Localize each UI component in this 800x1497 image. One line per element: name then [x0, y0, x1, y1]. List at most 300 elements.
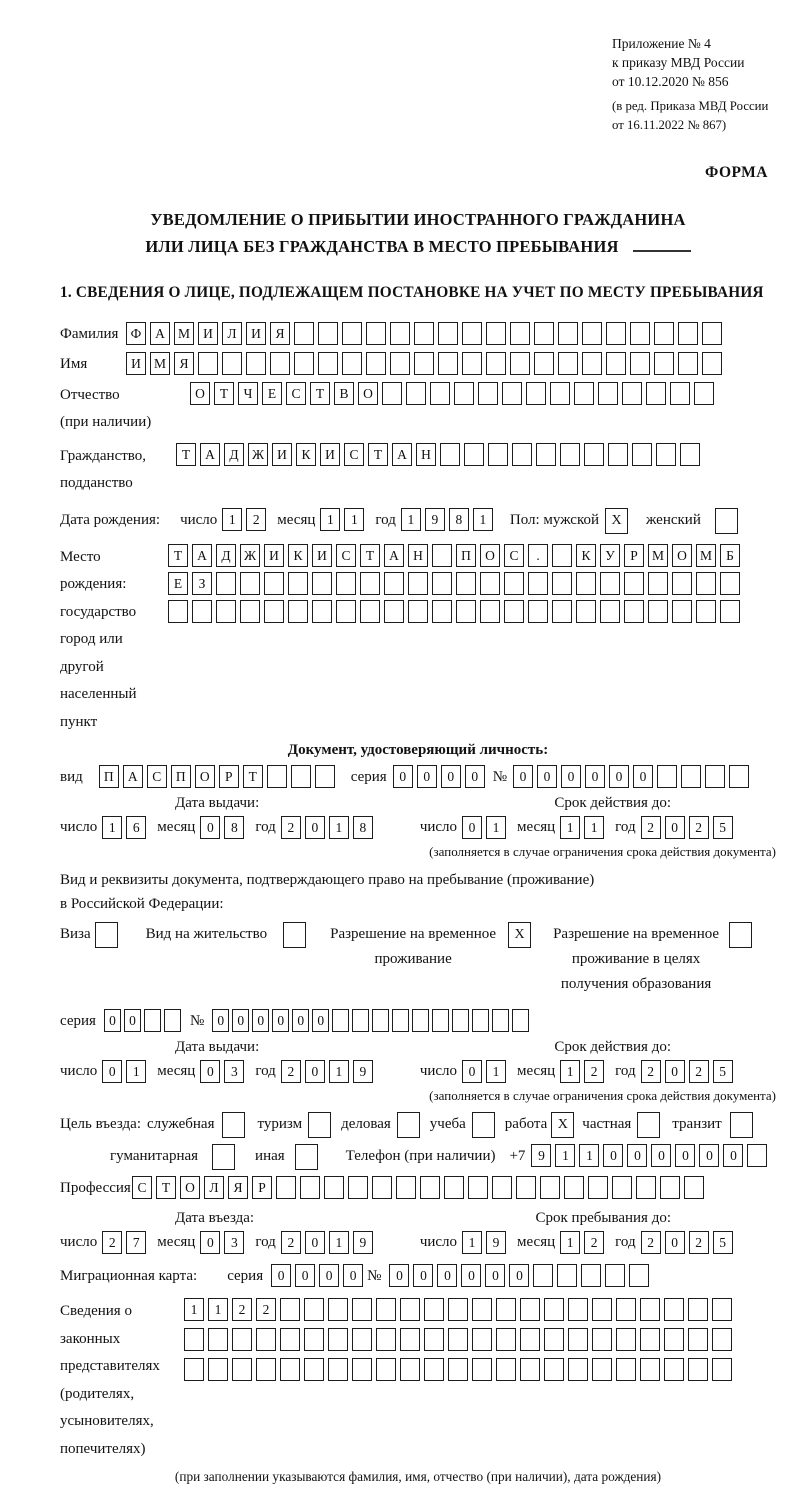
char-cell — [432, 600, 452, 623]
representatives-label-line: усыновителях, — [60, 1413, 154, 1430]
purpose-row — [60, 1112, 776, 1138]
char-cell — [492, 1009, 509, 1032]
char-cell: 1 — [584, 816, 604, 839]
char-cell: Н — [416, 443, 436, 466]
char-cell — [256, 1358, 276, 1381]
purpose-private-checkbox — [637, 1112, 664, 1138]
char-cell — [376, 1298, 396, 1321]
char-cell: О — [358, 382, 378, 405]
char-cell: 9 — [531, 1144, 551, 1167]
char-cell — [472, 1328, 492, 1351]
char-cell — [510, 352, 530, 375]
residence-valid-month-cells — [560, 1060, 608, 1083]
char-cell: Р — [219, 765, 239, 788]
char-cell — [712, 1358, 732, 1381]
representatives-note: (при заполнении указываются фамилия, имя, отчество (при наличии), дата рождения) — [174, 1469, 662, 1485]
stay-until-date-group — [420, 1230, 744, 1254]
char-cell — [256, 1328, 276, 1351]
char-cell: 1 — [560, 816, 580, 839]
char-cell — [294, 322, 314, 345]
day-label: число — [60, 1063, 98, 1080]
char-cell: 2 — [641, 1231, 661, 1254]
representatives-label — [60, 1298, 184, 1463]
field-doc-type — [60, 765, 776, 789]
char-cell — [702, 352, 722, 375]
year-label: год — [375, 511, 396, 528]
char-cell — [372, 1009, 389, 1032]
char-cell: 1 — [462, 1231, 482, 1254]
residence-valid-day-cells — [462, 1060, 510, 1083]
year-label: год — [255, 819, 276, 836]
char-cell — [640, 1328, 660, 1351]
char-cell: 0 — [437, 1264, 457, 1287]
char-cell — [670, 382, 690, 405]
char-cell — [552, 600, 572, 623]
char-cell: 0 — [651, 1144, 671, 1167]
migration-series-cells — [271, 1264, 367, 1287]
residence-issue-month-cells — [200, 1060, 248, 1083]
stay-until-heading: Срок пребывания до: — [535, 1210, 671, 1227]
char-cell: 1 — [579, 1144, 599, 1167]
char-cell: 0 — [465, 765, 485, 788]
stay-day-cells — [462, 1231, 510, 1254]
char-cell — [534, 322, 554, 345]
char-cell: 1 — [329, 816, 349, 839]
temp-residence-checkbox — [508, 922, 535, 948]
char-cell: 0 — [292, 1009, 309, 1032]
year-label: год — [255, 1234, 276, 1251]
purpose-option-label: частная — [582, 1116, 632, 1133]
char-cell — [288, 600, 308, 623]
field-migration-card — [60, 1264, 776, 1288]
char-cell: С — [132, 1176, 152, 1199]
day-label: число — [60, 1234, 98, 1251]
char-cell — [382, 382, 402, 405]
char-cell: 0 — [675, 1144, 695, 1167]
char-cell: М — [174, 322, 194, 345]
char-cell — [198, 352, 218, 375]
char-cell: Я — [174, 352, 194, 375]
purpose-study-checkbox — [472, 1112, 499, 1138]
char-cell — [496, 1358, 516, 1381]
char-cell — [276, 1176, 296, 1199]
char-cell: Н — [408, 544, 428, 567]
char-cell — [312, 600, 332, 623]
char-cell — [448, 1328, 468, 1351]
purpose-label: Цель въезда: — [60, 1116, 141, 1133]
birth-place-label-line: государство — [60, 603, 137, 620]
char-cell — [462, 352, 482, 375]
char-cell — [304, 1358, 324, 1381]
char-cell — [520, 1298, 540, 1321]
char-cell — [348, 1176, 368, 1199]
char-cell: З — [192, 572, 212, 595]
purpose-transit-checkbox — [730, 1112, 757, 1138]
char-cell — [480, 600, 500, 623]
char-cell: 0 — [104, 1009, 121, 1032]
char-cell: С — [336, 544, 356, 567]
char-cell — [304, 1328, 324, 1351]
char-cell — [328, 1358, 348, 1381]
char-cell: И — [246, 322, 266, 345]
field-surname — [60, 322, 776, 346]
char-cell: 8 — [449, 508, 469, 531]
char-cell: 0 — [537, 765, 557, 788]
doc-valid-day-cells — [462, 816, 510, 839]
char-cell — [216, 600, 236, 623]
amendment-line: (в ред. Приказа МВД России — [612, 99, 769, 114]
char-cell — [424, 1328, 444, 1351]
doc-type-label: вид — [60, 769, 83, 786]
char-cell: 5 — [713, 1060, 733, 1083]
char-cell: 9 — [353, 1060, 373, 1083]
char-cell: К — [576, 544, 596, 567]
char-cell — [622, 382, 642, 405]
char-cell — [472, 1298, 492, 1321]
residence-options-row — [60, 922, 776, 997]
char-cell — [560, 443, 580, 466]
representatives-label-line: представителях — [60, 1358, 160, 1375]
char-cell — [352, 1328, 372, 1351]
char-cell — [550, 382, 570, 405]
char-cell — [606, 322, 626, 345]
char-cell: 0 — [509, 1264, 529, 1287]
char-cell: X — [551, 1112, 574, 1138]
char-cell: 0 — [585, 765, 605, 788]
char-cell — [598, 382, 618, 405]
char-cell — [462, 322, 482, 345]
char-cell: 3 — [224, 1060, 244, 1083]
char-cell — [648, 600, 668, 623]
char-cell — [616, 1358, 636, 1381]
char-cell: 1 — [320, 508, 340, 531]
char-cell — [376, 1328, 396, 1351]
char-cell — [400, 1298, 420, 1321]
char-cell — [430, 382, 450, 405]
char-cell: Ж — [240, 544, 260, 567]
char-cell: П — [456, 544, 476, 567]
char-cell — [688, 1358, 708, 1381]
char-cell — [400, 1328, 420, 1351]
char-cell: И — [126, 352, 146, 375]
char-cell — [432, 544, 452, 567]
char-cell — [267, 765, 287, 788]
entry-year-cells — [281, 1231, 377, 1254]
char-cell — [516, 1176, 536, 1199]
char-cell — [264, 600, 284, 623]
char-cell — [192, 600, 212, 623]
residence-series-row — [60, 1009, 776, 1033]
doc-type-cells — [99, 765, 339, 788]
char-cell: О — [180, 1176, 200, 1199]
char-cell — [232, 1328, 252, 1351]
day-label: число — [419, 1234, 458, 1251]
char-cell: А — [200, 443, 220, 466]
char-cell — [576, 572, 596, 595]
char-cell: С — [344, 443, 364, 466]
char-cell: 0 — [627, 1144, 647, 1167]
stay-month-cells — [560, 1231, 608, 1254]
char-cell: Т — [156, 1176, 176, 1199]
char-cell — [705, 765, 725, 788]
char-cell — [438, 322, 458, 345]
title-line-2: ИЛИ ЛИЦА БЕЗ ГРАЖДАНСТВА В МЕСТО ПРЕБЫВАНИЯ — [145, 236, 619, 256]
purpose-option-label: туризм — [257, 1116, 303, 1133]
residence-doc-line: в Российской Федерации: — [60, 896, 224, 913]
char-cell: 1 — [329, 1060, 349, 1083]
year-label: год — [615, 1063, 636, 1080]
char-cell — [616, 1298, 636, 1321]
char-cell — [414, 352, 434, 375]
char-cell: 0 — [305, 816, 325, 839]
char-cell: 0 — [461, 1264, 481, 1287]
sex-male-checkbox — [605, 508, 632, 534]
char-cell: Л — [222, 322, 242, 345]
char-cell: Т — [214, 382, 234, 405]
given-name-label: Имя — [60, 355, 88, 372]
char-cell — [636, 1176, 656, 1199]
char-cell: 1 — [560, 1231, 580, 1254]
char-cell — [486, 352, 506, 375]
residence-permit-checkbox — [283, 922, 310, 948]
char-cell — [396, 1176, 416, 1199]
char-cell — [222, 1112, 245, 1138]
birth-year-cells — [401, 508, 497, 531]
char-cell: 8 — [224, 816, 244, 839]
month-label: месяц — [517, 819, 556, 836]
temp-residence-education-line: Разрешение на временное — [553, 926, 720, 943]
char-cell: 9 — [353, 1231, 373, 1254]
sex-label: Пол: мужской — [509, 511, 600, 528]
char-cell: 1 — [486, 816, 506, 839]
char-cell — [558, 322, 578, 345]
char-cell — [472, 1009, 489, 1032]
char-cell — [424, 1358, 444, 1381]
char-cell: О — [480, 544, 500, 567]
char-cell — [336, 572, 356, 595]
char-cell: 7 — [126, 1231, 146, 1254]
char-cell — [414, 322, 434, 345]
char-cell: А — [150, 322, 170, 345]
char-cell: 1 — [344, 508, 364, 531]
char-cell — [504, 600, 524, 623]
form-label: ФОРМА — [704, 163, 768, 181]
char-cell — [608, 443, 628, 466]
char-cell — [332, 1009, 349, 1032]
char-cell — [630, 352, 650, 375]
char-cell — [366, 322, 386, 345]
purpose-option-label: транзит — [672, 1116, 722, 1133]
char-cell — [528, 572, 548, 595]
char-cell — [400, 1358, 420, 1381]
identity-doc-heading: Документ, удостоверяющий личность: — [287, 742, 549, 759]
char-cell — [720, 572, 740, 595]
purpose-option-label: учеба — [429, 1116, 466, 1133]
patronymic-label-line: Отчество — [60, 386, 120, 403]
month-label: месяц — [157, 819, 196, 836]
char-cell: К — [296, 443, 316, 466]
temp-residence-label — [330, 922, 496, 972]
residence-series-label: серия — [60, 1013, 96, 1030]
char-cell: 0 — [200, 1060, 220, 1083]
char-cell — [288, 572, 308, 595]
char-cell: Ж — [248, 443, 268, 466]
char-cell: 2 — [584, 1231, 604, 1254]
migration-number-cells — [389, 1264, 653, 1287]
purpose-row-2 — [60, 1144, 776, 1170]
char-cell — [600, 572, 620, 595]
representatives-rows — [184, 1298, 736, 1381]
char-cell: 2 — [689, 1231, 709, 1254]
representatives-label-line: Сведения о — [60, 1303, 132, 1320]
char-cell: В — [334, 382, 354, 405]
char-cell — [240, 572, 260, 595]
birth-day-cells — [222, 508, 270, 531]
patronymic-label-line: (при наличии) — [60, 414, 152, 431]
char-cell: 9 — [425, 508, 445, 531]
char-cell — [694, 382, 714, 405]
char-cell — [408, 600, 428, 623]
char-cell: 0 — [417, 765, 437, 788]
doc-valid-date-group — [420, 815, 744, 839]
visa-label: Виза — [60, 926, 91, 943]
char-cell — [420, 1176, 440, 1199]
char-cell — [472, 1112, 495, 1138]
char-cell — [270, 352, 290, 375]
field-birth-date — [60, 508, 776, 534]
char-cell — [624, 600, 644, 623]
char-cell: 0 — [393, 765, 413, 788]
char-cell — [696, 600, 716, 623]
char-cell: 0 — [305, 1231, 325, 1254]
char-cell — [432, 1009, 449, 1032]
char-cell — [376, 1358, 396, 1381]
char-cell — [318, 352, 338, 375]
char-cell — [712, 1328, 732, 1351]
title-line-1: УВЕДОМЛЕНИЕ О ПРИБЫТИИ ИНОСТРАННОГО ГРАЖДАНИНА — [150, 209, 686, 229]
char-cell — [360, 572, 380, 595]
char-cell: X — [605, 508, 628, 534]
doc-valid-month-cells — [560, 816, 608, 839]
birth-place-label — [60, 544, 168, 737]
entry-dates-row — [60, 1230, 776, 1254]
char-cell: С — [504, 544, 524, 567]
char-cell: 0 — [272, 1009, 289, 1032]
char-cell: 0 — [665, 816, 685, 839]
char-cell: Р — [624, 544, 644, 567]
entry-date-heading: Дата въезда: — [175, 1210, 255, 1227]
char-cell — [232, 1358, 252, 1381]
day-label: число — [419, 1063, 458, 1080]
char-cell — [222, 352, 242, 375]
char-cell — [730, 1112, 753, 1138]
profession-cells — [132, 1176, 708, 1199]
appendix-line: от 10.12.2020 № 856 — [612, 74, 729, 90]
residence-valid-date-group — [420, 1059, 744, 1083]
char-cell: А — [123, 765, 143, 788]
char-cell: А — [392, 443, 412, 466]
purpose-option-label: служебная — [146, 1116, 215, 1133]
purpose-other-checkbox — [295, 1144, 322, 1170]
char-cell — [568, 1298, 588, 1321]
amendment-line: от 16.11.2022 № 867) — [612, 117, 727, 132]
char-cell — [352, 1298, 372, 1321]
char-cell — [308, 1112, 331, 1138]
char-cell: 2 — [689, 1060, 709, 1083]
char-cell — [352, 1009, 369, 1032]
char-cell — [294, 352, 314, 375]
char-cell: 0 — [462, 816, 482, 839]
char-cell — [640, 1298, 660, 1321]
char-cell — [472, 1358, 492, 1381]
migration-card-label: Миграционная карта: — [60, 1268, 198, 1285]
purpose-option-label: иная — [255, 1148, 285, 1165]
entry-date-headings — [60, 1210, 776, 1227]
char-cell — [480, 572, 500, 595]
char-cell — [702, 322, 722, 345]
residence-doc-line: Вид и реквизиты документа, подтверждающего право на пребывание (проживание) — [60, 872, 595, 889]
char-cell — [678, 352, 698, 375]
char-cell: 0 — [723, 1144, 743, 1167]
char-cell — [352, 1358, 372, 1381]
migration-number-sign: № — [367, 1268, 382, 1285]
char-cell — [630, 322, 650, 345]
surname-label: Фамилия — [60, 325, 119, 342]
char-cell — [660, 1176, 680, 1199]
field-patronymic — [60, 382, 776, 437]
char-cell: Т — [310, 382, 330, 405]
purpose-option-label: деловая — [341, 1116, 391, 1133]
char-cell — [729, 922, 752, 948]
char-cell — [392, 1009, 409, 1032]
month-label: месяц — [157, 1234, 196, 1251]
citizenship-label — [60, 443, 176, 498]
char-cell — [533, 1264, 553, 1287]
doc-date-headings — [60, 795, 776, 812]
doc-valid-note: (заполняется в случае ограничения срока действия документа) — [429, 844, 776, 860]
char-cell — [536, 443, 556, 466]
char-cell — [300, 1176, 320, 1199]
char-cell — [582, 322, 602, 345]
month-label: месяц — [157, 1063, 196, 1080]
temp-residence-label-line: проживание — [374, 951, 452, 968]
char-cell: 0 — [102, 1060, 122, 1083]
doc-series-label: серия — [350, 769, 387, 786]
char-cell: Я — [270, 322, 290, 345]
birth-place-cells-row — [168, 572, 744, 595]
char-cell — [208, 1358, 228, 1381]
char-cell — [544, 1298, 564, 1321]
char-cell — [558, 352, 578, 375]
char-cell — [510, 322, 530, 345]
char-cell — [688, 1298, 708, 1321]
doc-issue-heading: Дата выдачи: — [175, 795, 260, 812]
char-cell — [606, 352, 626, 375]
field-citizenship — [60, 443, 776, 498]
char-cell: Я — [228, 1176, 248, 1199]
citizenship-label-line: Гражданство, — [60, 447, 147, 464]
residence-valid-heading: Срок действия до: — [554, 1039, 671, 1056]
char-cell — [464, 443, 484, 466]
char-cell: 5 — [713, 816, 733, 839]
char-cell: 0 — [200, 1231, 220, 1254]
char-cell: 1 — [555, 1144, 575, 1167]
char-cell — [664, 1328, 684, 1351]
char-cell: 0 — [609, 765, 629, 788]
residence-valid-note: (заполняется в случае ограничения срока действия документа) — [429, 1088, 776, 1104]
residence-doc-paragraph — [60, 868, 776, 916]
char-cell — [729, 765, 749, 788]
